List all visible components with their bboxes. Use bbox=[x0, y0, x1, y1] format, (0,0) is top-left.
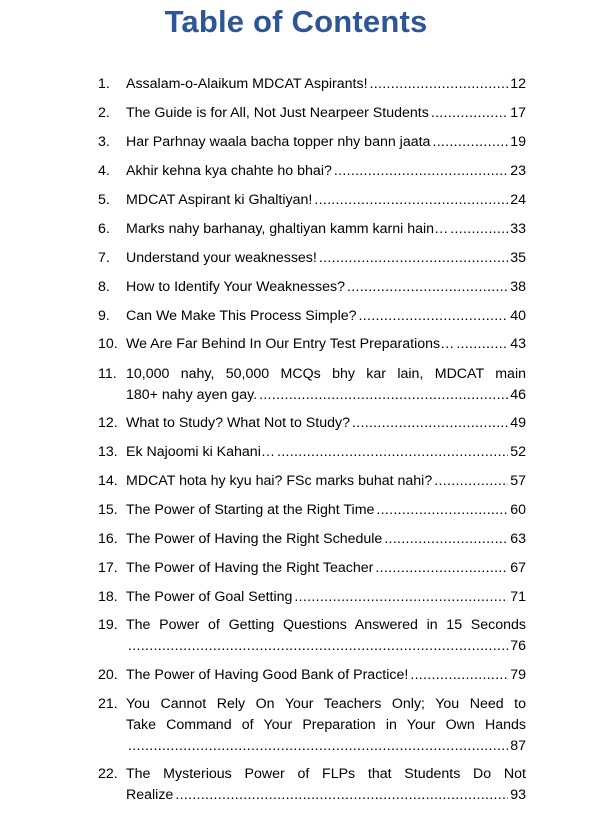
entry-number: 9. bbox=[98, 308, 110, 324]
entry-number: 16. bbox=[98, 531, 118, 547]
entry-title-line: 180+ nahy ayen gay. bbox=[126, 387, 258, 403]
dot-leader bbox=[175, 785, 508, 806]
entry-title-line: The Power of Getting Questions Answered in 15 Seconds bbox=[126, 617, 526, 633]
entry-number: 3. bbox=[98, 134, 110, 150]
dot-leader bbox=[370, 74, 509, 95]
dot-leader bbox=[294, 587, 508, 608]
entry-title: The Power of Having Good Bank of Practice! bbox=[126, 667, 409, 683]
entry-title-line: 10,000 nahy, 50,000 MCQs bhy kar lain, MDCAT main bbox=[126, 366, 526, 382]
entry-number: 4. bbox=[98, 163, 110, 179]
entry-number: 19. bbox=[98, 617, 118, 633]
entry-page: 12 bbox=[510, 76, 526, 92]
entry-number: 13. bbox=[98, 444, 118, 460]
entry-page: 63 bbox=[510, 531, 526, 547]
dot-leader bbox=[456, 334, 508, 355]
entry-page: 49 bbox=[510, 415, 526, 431]
entry-title: What to Study? What Not to Study? bbox=[126, 415, 350, 431]
entry-title: The Power of Goal Setting bbox=[126, 589, 293, 605]
entry-page: 19 bbox=[510, 134, 526, 150]
entry-title: Assalam-o-Alaikum MDCAT Aspirants! bbox=[126, 76, 368, 92]
dot-leader bbox=[432, 132, 508, 153]
entry-title: Marks nahy barhanay, ghaltiyan kamm karni hain… bbox=[126, 221, 449, 237]
entry-title-line: The Mysterious Power of FLPs that Students Do Not bbox=[126, 766, 526, 782]
dot-leader bbox=[434, 471, 508, 492]
dot-leader bbox=[277, 442, 508, 463]
dot-leader bbox=[347, 277, 508, 298]
entry-page: 71 bbox=[510, 589, 526, 605]
entry-page: 93 bbox=[510, 787, 526, 803]
dot-leader bbox=[334, 161, 508, 182]
entry-number: 20. bbox=[98, 667, 118, 683]
entry-number: 15. bbox=[98, 502, 118, 518]
entry-title-line: Take Command of Your Preparation in Your Own Hands bbox=[126, 717, 526, 733]
entry-number: 21. bbox=[98, 696, 118, 712]
dot-leader bbox=[410, 665, 508, 686]
entry-number: 12. bbox=[98, 415, 118, 431]
entry-title: Har Parhnay waala bacha topper nhy bann jaata bbox=[126, 134, 431, 150]
entry-page: 43 bbox=[510, 336, 526, 352]
entry-number: 1. bbox=[98, 76, 110, 92]
dot-leader bbox=[359, 306, 509, 327]
entry-page: 87 bbox=[510, 738, 526, 754]
entry-title: MDCAT Aspirant ki Ghaltiyan! bbox=[126, 192, 313, 208]
entry-title: MDCAT hota hy kyu hai? FSc marks buhat nahi? bbox=[126, 473, 433, 489]
entry-page: 76 bbox=[510, 638, 526, 654]
entry-title: Understand your weaknesses! bbox=[126, 250, 317, 266]
entry-number: 17. bbox=[98, 560, 118, 576]
entry-page: 35 bbox=[510, 250, 526, 266]
entry-page: 57 bbox=[510, 473, 526, 489]
dot-leader bbox=[128, 636, 508, 657]
dot-leader bbox=[128, 736, 508, 757]
entry-title: We Are Far Behind In Our Entry Test Preparations… bbox=[126, 336, 455, 352]
entry-page: 17 bbox=[510, 105, 526, 121]
dot-leader bbox=[431, 103, 508, 124]
entry-title: Can We Make This Process Simple? bbox=[126, 308, 357, 324]
entry-page: 40 bbox=[510, 308, 526, 324]
dot-leader bbox=[375, 558, 508, 579]
dot-leader bbox=[319, 248, 508, 269]
entry-title: The Power of Starting at the Right Time bbox=[126, 502, 375, 518]
entry-page: 67 bbox=[510, 560, 526, 576]
entry-page: 33 bbox=[510, 221, 526, 237]
entry-title: Ek Najoomi ki Kahani… bbox=[126, 444, 276, 460]
dot-leader bbox=[450, 219, 508, 240]
entry-number: 7. bbox=[98, 250, 110, 266]
entry-number: 18. bbox=[98, 589, 118, 605]
dot-leader bbox=[314, 190, 508, 211]
entry-title: The Power of Having the Right Schedule bbox=[126, 531, 383, 547]
entry-number: 8. bbox=[98, 279, 110, 295]
entry-number: 10. bbox=[98, 336, 118, 352]
entry-title: The Guide is for All, Not Just Nearpeer Students bbox=[126, 105, 429, 121]
entry-title-line: Realize bbox=[126, 787, 174, 803]
entry-number: 11. bbox=[98, 366, 117, 382]
entry-page: 24 bbox=[510, 192, 526, 208]
entry-number: 6. bbox=[98, 221, 110, 237]
entry-number: 2. bbox=[98, 105, 110, 121]
entry-title: How to Identify Your Weaknesses? bbox=[126, 279, 345, 295]
entry-title: The Power of Having the Right Teacher bbox=[126, 560, 374, 576]
dot-leader bbox=[352, 413, 508, 434]
dot-leader bbox=[384, 529, 508, 550]
entry-title: Akhir kehna kya chahte ho bhai? bbox=[126, 163, 332, 179]
entry-page: 52 bbox=[510, 444, 526, 460]
entry-number: 5. bbox=[98, 192, 110, 208]
entry-page: 46 bbox=[510, 387, 526, 403]
page-title: Table of Contents bbox=[164, 4, 428, 39]
dot-leader bbox=[376, 500, 508, 521]
entry-page: 60 bbox=[510, 502, 526, 518]
entry-page: 23 bbox=[510, 163, 526, 179]
entry-page: 38 bbox=[510, 279, 526, 295]
entry-number: 22. bbox=[98, 766, 118, 782]
dot-leader bbox=[259, 385, 508, 406]
entry-number: 14. bbox=[98, 473, 118, 489]
entry-page: 79 bbox=[510, 667, 526, 683]
entry-title-line: You Cannot Rely On Your Teachers Only; You Need to bbox=[126, 696, 526, 712]
